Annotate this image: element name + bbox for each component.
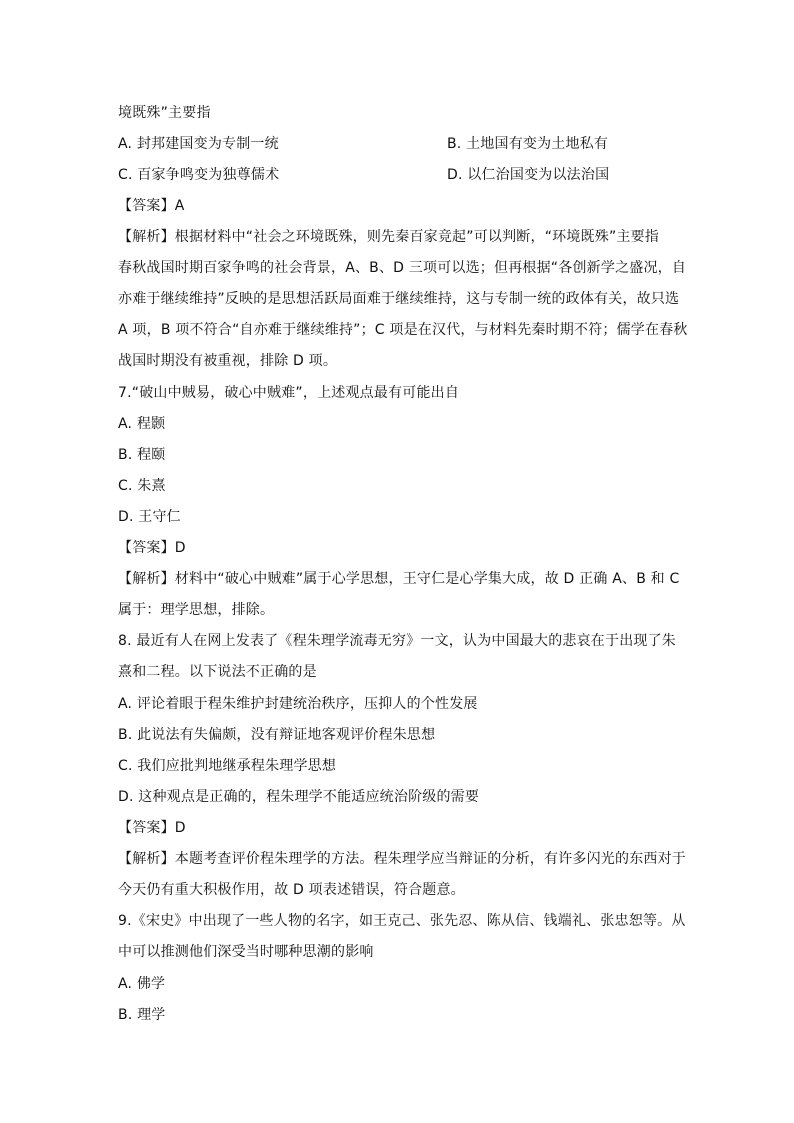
answer-line: 【答案】D <box>118 540 186 556</box>
option-d: D. 以仁治国变为以法治国 <box>447 167 610 183</box>
option-a: A. 佛学 <box>118 976 166 992</box>
option-d: D. 这种观点是正确的，程朱理学不能适应统治阶级的需要 <box>118 789 480 805</box>
option-b: B. 土地国有变为土地私有 <box>447 136 609 152</box>
option-b: B. 理学 <box>118 1007 166 1023</box>
explanation-line: 【解析】本题考查评价程朱理学的方法。程朱理学应当辩证的分析，有许多闪光的东西对于 <box>118 851 686 867</box>
answer-line: 【答案】A <box>118 198 185 214</box>
explanation-line: 【解析】材料中“破心中贼难”属于心学思想，王守仁是心学集大成，故 D 正确 A、B 和 C <box>118 571 680 587</box>
question-stem: 9.《宋史》中出现了一些人物的名字，如王克己、张先忍、陈从信、钱端礼、张忠恕等。从 <box>118 913 686 929</box>
option-b: B. 程颐 <box>118 447 166 463</box>
question-stem: 中可以推测他们深受当时哪种思潮的影响 <box>118 944 374 960</box>
explanation-line: 春秋战国时期百家争鸣的社会背景，A、B、D 三项可以选；但再根据“各创新学之盛况，自 <box>118 260 687 276</box>
option-a: A. 封邦建国变为专制一统 <box>118 136 279 152</box>
explanation-line: 战国时期没有被重视，排除 D 项。 <box>118 353 338 369</box>
option-c: C. 朱熹 <box>118 478 166 494</box>
explanation-line: 今天仍有重大积极作用，故 D 项表述错误，符合题意。 <box>118 882 465 898</box>
text-line: 境既殊”主要指 <box>118 105 211 121</box>
question-stem: 7.“破山中贼易，破心中贼难”，上述观点最有可能出自 <box>118 385 460 401</box>
answer-line: 【答案】D <box>118 820 186 836</box>
option-c: C. 百家争鸣变为独尊儒术 <box>118 167 280 183</box>
option-d: D. 王守仁 <box>118 509 181 525</box>
explanation-line: A 项，B 项不符合“自亦难于继续维持”；C 项是在汉代，与材料先秦时期不符；儒学在春秋 <box>118 322 688 338</box>
explanation-line: 【解析】根据材料中“社会之环境既殊，则先秦百家竞起”可以判断，“环境既殊”主要指 <box>118 229 660 245</box>
option-a: A. 评论着眼于程朱维护封建统治秩序，压抑人的个性发展 <box>118 696 478 712</box>
option-b: B. 此说法有失偏颇，没有辩证地客观评价程朱思想 <box>118 727 436 743</box>
question-stem: 熹和二程。以下说法不正确的是 <box>118 664 317 680</box>
option-c: C. 我们应批判地继承程朱理学思想 <box>118 758 337 774</box>
explanation-line: 属于：理学思想，排除。 <box>118 602 275 618</box>
question-stem: 8. 最近有人在网上发表了《程朱理学流毒无穷》一文，认为中国最大的悲哀在于出现了朱 <box>118 633 677 649</box>
option-a: A. 程颢 <box>118 416 166 432</box>
explanation-line: 亦难于继续维持”反映的是思想活跃局面难于继续维持，这与专制一统的政体有关，故只选 <box>118 291 680 307</box>
